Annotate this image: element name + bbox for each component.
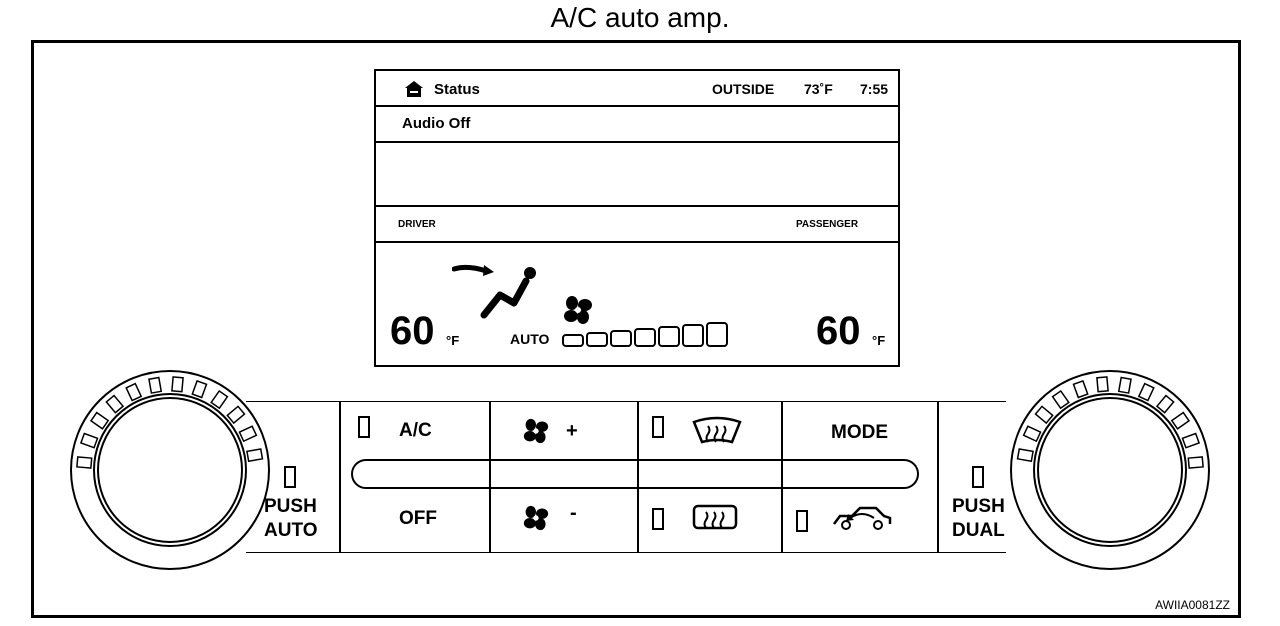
knob-scale-tick — [1157, 396, 1174, 413]
knob-scale-tick — [81, 434, 98, 448]
audio-status: Audio Off — [402, 115, 471, 132]
figure-id: AWIIA0081ZZ — [1155, 598, 1230, 612]
rear-defrost-indicator — [652, 508, 664, 530]
push-auto-indicator — [284, 466, 296, 488]
fan-speed-bars — [562, 321, 732, 351]
knob-scale-tick — [227, 406, 244, 423]
display-screen — [374, 69, 900, 367]
ac-button[interactable]: A/C — [399, 420, 432, 441]
front-defrost-indicator — [652, 416, 664, 438]
driver-temperature: 60 — [390, 309, 435, 353]
fan-speed-down-button[interactable]: - — [570, 502, 577, 524]
push-auto-label-line2: AUTO — [264, 520, 318, 541]
knob-scale-tick — [126, 384, 141, 401]
knob-scale-tick — [1119, 378, 1131, 394]
knob-scale-tick — [1139, 384, 1154, 401]
airflow-icon — [452, 259, 542, 329]
push-dual-label-line1: PUSH — [952, 496, 1005, 517]
passenger-temp-unit: °F — [872, 333, 886, 348]
push-dual-label-line2: DUAL — [952, 520, 1005, 541]
knob-scale-tick — [77, 457, 92, 468]
knob-scale-tick — [172, 377, 183, 392]
knob-scale-tick — [1188, 457, 1203, 468]
passenger-temp-knob[interactable] — [1010, 370, 1210, 570]
knob-scale-tick — [1183, 434, 1200, 448]
knob-scale-tick — [211, 391, 227, 408]
rear-defrost-icon[interactable] — [692, 504, 738, 534]
audio-row — [376, 107, 898, 143]
push-auto-button[interactable] — [264, 495, 317, 543]
fan-mode-label: AUTO — [510, 331, 550, 347]
fan-speed-bar — [635, 329, 655, 346]
status-title: Status — [434, 81, 480, 98]
passenger-temperature: 60 — [816, 309, 861, 353]
push-dual-indicator — [972, 466, 984, 488]
front-defrost-icon[interactable] — [692, 416, 742, 446]
knob-scale-tick — [1053, 391, 1069, 408]
fan-speed-bar — [611, 331, 631, 346]
blank-row — [376, 143, 898, 207]
driver-temp-knob[interactable] — [70, 370, 270, 570]
outside-temperature: 73˚F — [804, 81, 833, 97]
status-bar — [376, 71, 898, 107]
fan-speed-up-button[interactable]: + — [566, 420, 578, 442]
outside-label: OUTSIDE — [712, 81, 775, 97]
fan-icon — [522, 505, 550, 531]
knob-scale-tick — [1097, 377, 1108, 392]
knob-scale-tick — [106, 396, 123, 413]
diagram-caption: A/C auto amp. — [550, 2, 730, 33]
fan-icon — [522, 418, 550, 444]
knob-scale-tick — [1074, 381, 1088, 398]
driver-temp-unit: °F — [446, 333, 460, 348]
knob-scale-tick — [91, 413, 108, 429]
knob-scale-tick — [192, 381, 206, 398]
fan-speed-bar — [707, 323, 727, 346]
driver-label: DRIVER — [398, 219, 436, 230]
clock: 7:55 — [860, 81, 889, 97]
fan-speed-bar — [683, 325, 703, 346]
knob-scale-tick — [1024, 426, 1041, 441]
off-button[interactable]: OFF — [399, 508, 437, 529]
knob-scale-tick — [1018, 449, 1034, 461]
knob-scale-tick — [149, 378, 161, 394]
recirculation-icon[interactable] — [832, 504, 892, 530]
fan-speed-bar — [587, 333, 607, 346]
ac-indicator — [358, 416, 370, 438]
home-icon — [404, 80, 424, 98]
push-dual-button[interactable] — [952, 495, 1005, 543]
knob-scale-tick — [1172, 413, 1189, 429]
zone-label-row — [376, 207, 898, 243]
passenger-label: PASSENGER — [796, 219, 859, 230]
mode-button[interactable]: MODE — [831, 422, 888, 443]
fan-speed-bar — [563, 335, 583, 346]
push-auto-label-line1: PUSH — [264, 496, 317, 517]
fan-speed-bar — [659, 327, 679, 346]
recirculation-indicator — [796, 510, 808, 532]
knob-scale-tick — [1036, 406, 1053, 423]
